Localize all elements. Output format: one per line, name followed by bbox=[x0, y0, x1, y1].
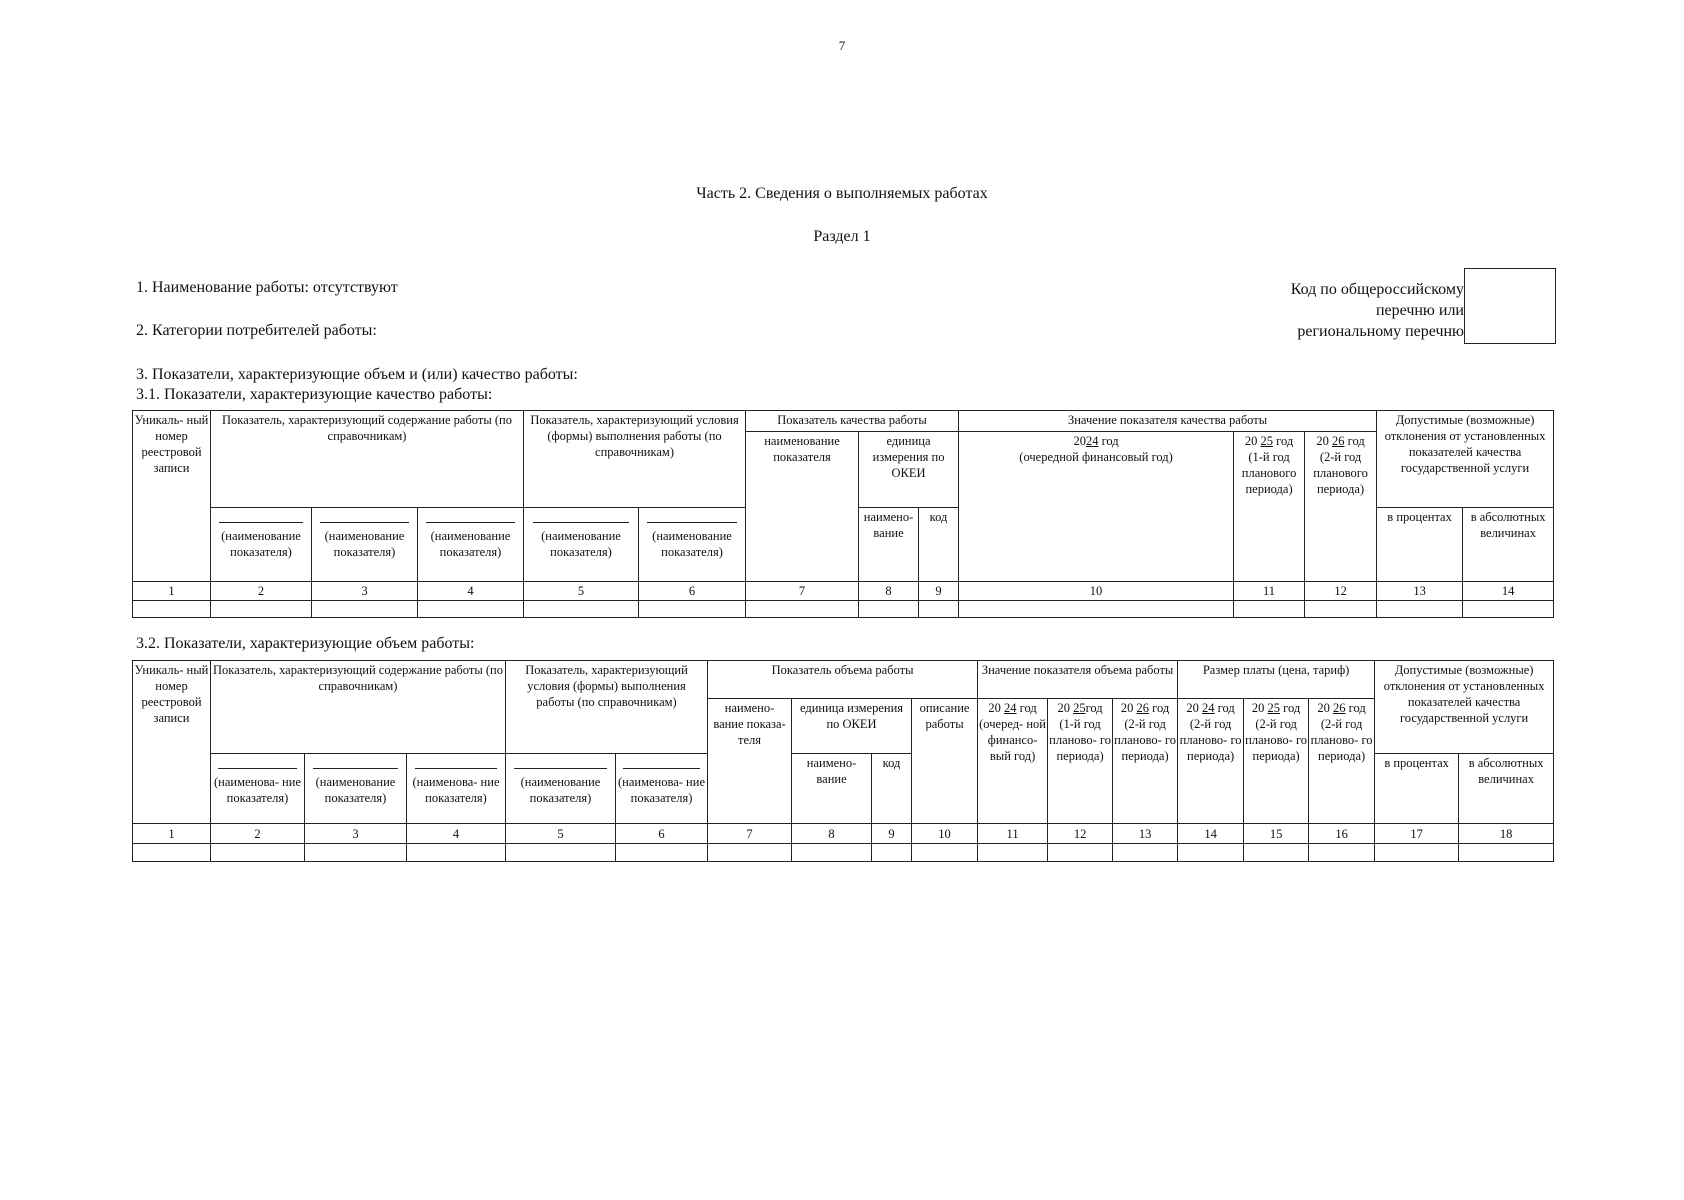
t2-sub-3-text: (наименование показателя) bbox=[315, 775, 396, 805]
t2-col-number: 12 bbox=[1048, 824, 1113, 844]
volume-heading: 3.2. Показатели, характеризующие объем работы: bbox=[136, 635, 475, 652]
t2-col-number: 1 bbox=[133, 824, 211, 844]
t1-col-number: 12 bbox=[1305, 582, 1377, 601]
t2-col-number: 6 bbox=[616, 824, 708, 844]
section-title: Раздел 1 bbox=[813, 228, 871, 245]
t2-v1-desc: (очеред- ной финансо- вый год) bbox=[979, 717, 1046, 763]
t1-y2-post: год bbox=[1273, 434, 1294, 448]
t2-col-number: 16 bbox=[1309, 824, 1375, 844]
t2-col-number: 8 bbox=[792, 824, 872, 844]
t2-col-number: 3 bbox=[305, 824, 407, 844]
t2-deviation-header: Допустимые (возможные) отклонения от установленных показателей качества государственной услуги bbox=[1375, 661, 1554, 754]
t2-absolute-header: в абсолютных величинах bbox=[1459, 754, 1554, 824]
t2-fee-header: Размер платы (цена, тариф) bbox=[1178, 661, 1375, 699]
t1-y3-year: 26 bbox=[1332, 434, 1345, 448]
t2-fee-year2: 20 25 год (2-й год планово- го периода) bbox=[1244, 699, 1309, 824]
t1-sub-5-text: (наименование показателя) bbox=[541, 529, 621, 559]
t1-data-row bbox=[133, 601, 1554, 618]
t2-value-year2: 20 25год (1-й год планово- го периода) bbox=[1048, 699, 1113, 824]
t1-sub-4-text: (наименование показателя) bbox=[430, 529, 511, 559]
t1-year2-header bbox=[1234, 432, 1305, 582]
t2-col-number: 15 bbox=[1244, 824, 1309, 844]
t1-percent-header: в процентах bbox=[1377, 508, 1463, 582]
t2-sub-2-text: (наименова- ние показателя) bbox=[214, 775, 301, 805]
t2-sub-5-text: (наименование показателя) bbox=[520, 775, 601, 805]
t2-f3-year: 26 bbox=[1333, 701, 1346, 715]
t2-col-number: 7 bbox=[708, 824, 792, 844]
quality-heading: 3.1. Показатели, характеризующие качество работы: bbox=[136, 386, 493, 403]
t1-col-number: 5 bbox=[524, 582, 639, 601]
code-box bbox=[1464, 268, 1556, 344]
consumer-category-line: 2. Категории потребителей работы: bbox=[136, 322, 377, 339]
t2-col-number: 2 bbox=[211, 824, 305, 844]
part-title: Часть 2. Сведения о выполняемых работах bbox=[696, 185, 988, 202]
t1-subheader-5 bbox=[524, 508, 639, 582]
t1-col-number: 2 bbox=[211, 582, 312, 601]
code-label-2: перечню или bbox=[1375, 302, 1464, 319]
t2-data-row bbox=[133, 844, 1554, 862]
t1-y2-desc: (1-й год планового периода) bbox=[1241, 450, 1297, 496]
t2-conditions-header: Показатель, характеризующий условия (формы) выполнения работы (по справочникам) bbox=[506, 661, 708, 754]
t2-indicator-name-header: наимено- вание показа- теля bbox=[708, 699, 792, 824]
t1-col-number: 6 bbox=[639, 582, 746, 601]
t2-value-year3: 20 26 год (2-й год планово- го периода) bbox=[1113, 699, 1178, 824]
t2-work-desc-header: описание работы bbox=[912, 699, 978, 824]
t2-v2-desc: (1-й год планово- го периода) bbox=[1049, 717, 1111, 763]
t2-unit-code-header: код bbox=[872, 754, 912, 824]
t2-col-number: 13 bbox=[1113, 824, 1178, 844]
t2-col-number: 5 bbox=[506, 824, 616, 844]
t1-col-number: 1 bbox=[133, 582, 211, 601]
page-number: 7 bbox=[838, 38, 846, 53]
t2-subheader-6 bbox=[616, 754, 708, 824]
t2-sub-6-text: (наименова- ние показателя) bbox=[618, 775, 705, 805]
t1-y2-pre: 20 bbox=[1244, 434, 1258, 448]
t2-f1-year: 24 bbox=[1202, 701, 1215, 715]
t1-value-header: Значение показателя качества работы bbox=[959, 411, 1377, 432]
t1-deviation-header: Допустимые (возможные) отклонения от установленных показателей качества государственной услуги bbox=[1377, 411, 1554, 508]
t1-quality-header: Показатель качества работы bbox=[746, 411, 959, 432]
t2-col-number: 4 bbox=[407, 824, 506, 844]
t2-unique-number-header: Уникаль- ный номер реестровой записи bbox=[133, 661, 211, 824]
t1-subheader-2 bbox=[211, 508, 312, 582]
t2-col-number: 10 bbox=[912, 824, 978, 844]
t1-subheader-6 bbox=[639, 508, 746, 582]
t2-col-number: 11 bbox=[978, 824, 1048, 844]
t2-volume-header: Показатель объема работы bbox=[708, 661, 978, 699]
t1-indicator-name-header: наименование показателя bbox=[746, 432, 859, 582]
t1-unique-number-header: Уникаль- ный номер реестровой записи bbox=[133, 411, 211, 582]
t1-year1-header bbox=[959, 432, 1234, 582]
t1-unit-name-header: наимено- вание bbox=[859, 508, 919, 582]
t2-col-number: 18 bbox=[1459, 824, 1554, 844]
t1-col-number: 14 bbox=[1463, 582, 1554, 601]
t1-col-number: 10 bbox=[959, 582, 1234, 601]
t2-f2-year: 25 bbox=[1267, 701, 1281, 715]
t1-col-number: 11 bbox=[1234, 582, 1305, 601]
t1-conditions-header: Показатель, характеризующий условия (формы) выполнения работы (по справочникам) bbox=[524, 411, 746, 508]
t2-v2-year: 25 bbox=[1073, 701, 1086, 715]
t1-year3-header bbox=[1305, 432, 1377, 582]
t1-col-number: 13 bbox=[1377, 582, 1463, 601]
t2-subheader-4 bbox=[407, 754, 506, 824]
t1-y3-pre: 20 bbox=[1316, 434, 1329, 448]
t1-unit-code-header: код bbox=[919, 508, 959, 582]
t2-f2-desc: (2-й год планово- го периода) bbox=[1245, 717, 1308, 763]
t1-col-number: 7 bbox=[746, 582, 859, 601]
t1-subheader-4 bbox=[418, 508, 524, 582]
t2-subheader-2 bbox=[211, 754, 305, 824]
t1-subheader-3 bbox=[312, 508, 418, 582]
indicators-heading: 3. Показатели, характеризующие объем и (или) качество работы: bbox=[136, 366, 578, 383]
t1-sub-6-text: (наименование показателя) bbox=[652, 529, 732, 559]
t2-f3-desc: (2-й год планово- го периода) bbox=[1310, 717, 1373, 763]
t2-v3-year: 26 bbox=[1136, 701, 1150, 715]
t1-y1-year: 24 bbox=[1085, 434, 1099, 448]
work-name-line: 1. Наименование работы: отсутствуют bbox=[136, 279, 398, 296]
t2-sub-4-text: (наименова- ние показателя) bbox=[412, 775, 500, 805]
t1-col-number: 3 bbox=[312, 582, 418, 601]
t1-content-header: Показатель, характеризующий содержание работы (по справочникам) bbox=[211, 411, 524, 508]
code-label-3: региональному перечню bbox=[1297, 323, 1464, 340]
t2-subheader-5 bbox=[506, 754, 616, 824]
t1-y3-desc: (2-й год планового периода) bbox=[1313, 450, 1368, 496]
t1-col-number: 4 bbox=[418, 582, 524, 601]
t2-col-number: 17 bbox=[1375, 824, 1459, 844]
code-label bbox=[1291, 279, 1464, 342]
t1-y1-post: год bbox=[1098, 434, 1119, 448]
t1-sub-3-text: (наименование показателя) bbox=[324, 529, 405, 559]
t2-value-year1: 20 24 год (очеред- ной финансо- вый год) bbox=[978, 699, 1048, 824]
t1-y2-year: 25 bbox=[1260, 434, 1273, 448]
t1-col-number: 8 bbox=[859, 582, 919, 601]
t1-y1-desc: (очередной финансовый год) bbox=[1019, 450, 1173, 464]
t1-unit-header: единица измерения по ОКЕИ bbox=[859, 432, 959, 508]
t2-value-header: Значение показателя объема работы bbox=[978, 661, 1178, 699]
t2-fee-year3: 20 26 год (2-й год планово- го периода) bbox=[1309, 699, 1375, 824]
t2-unit-name-header: наимено- вание bbox=[792, 754, 872, 824]
t2-f1-desc: (2-й год планово- го периода) bbox=[1179, 717, 1242, 763]
t2-col-number: 9 bbox=[872, 824, 912, 844]
t1-absolute-header: в абсолютных величинах bbox=[1463, 508, 1554, 582]
t1-col-number: 9 bbox=[919, 582, 959, 601]
t1-sub-2-text: (наименование показателя) bbox=[221, 529, 301, 559]
quality-table bbox=[132, 410, 1554, 618]
volume-table bbox=[132, 660, 1554, 862]
t2-content-header: Показатель, характеризующий содержание работы (по справочникам) bbox=[211, 661, 506, 754]
t2-v1-year: 24 bbox=[1004, 701, 1017, 715]
t2-col-number: 14 bbox=[1178, 824, 1244, 844]
t1-y1-pre: 20 bbox=[1073, 434, 1086, 448]
code-label-1: Код по общероссийскому bbox=[1290, 281, 1464, 298]
t2-fee-year1: 20 24 год (2-й год планово- го периода) bbox=[1178, 699, 1244, 824]
t2-subheader-3 bbox=[305, 754, 407, 824]
t2-percent-header: в процентах bbox=[1375, 754, 1459, 824]
t1-y3-post: год bbox=[1344, 434, 1365, 448]
t2-unit-header: единица измерения по ОКЕИ bbox=[792, 699, 912, 754]
t2-v3-desc: (2-й год планово- го периода) bbox=[1114, 717, 1176, 763]
